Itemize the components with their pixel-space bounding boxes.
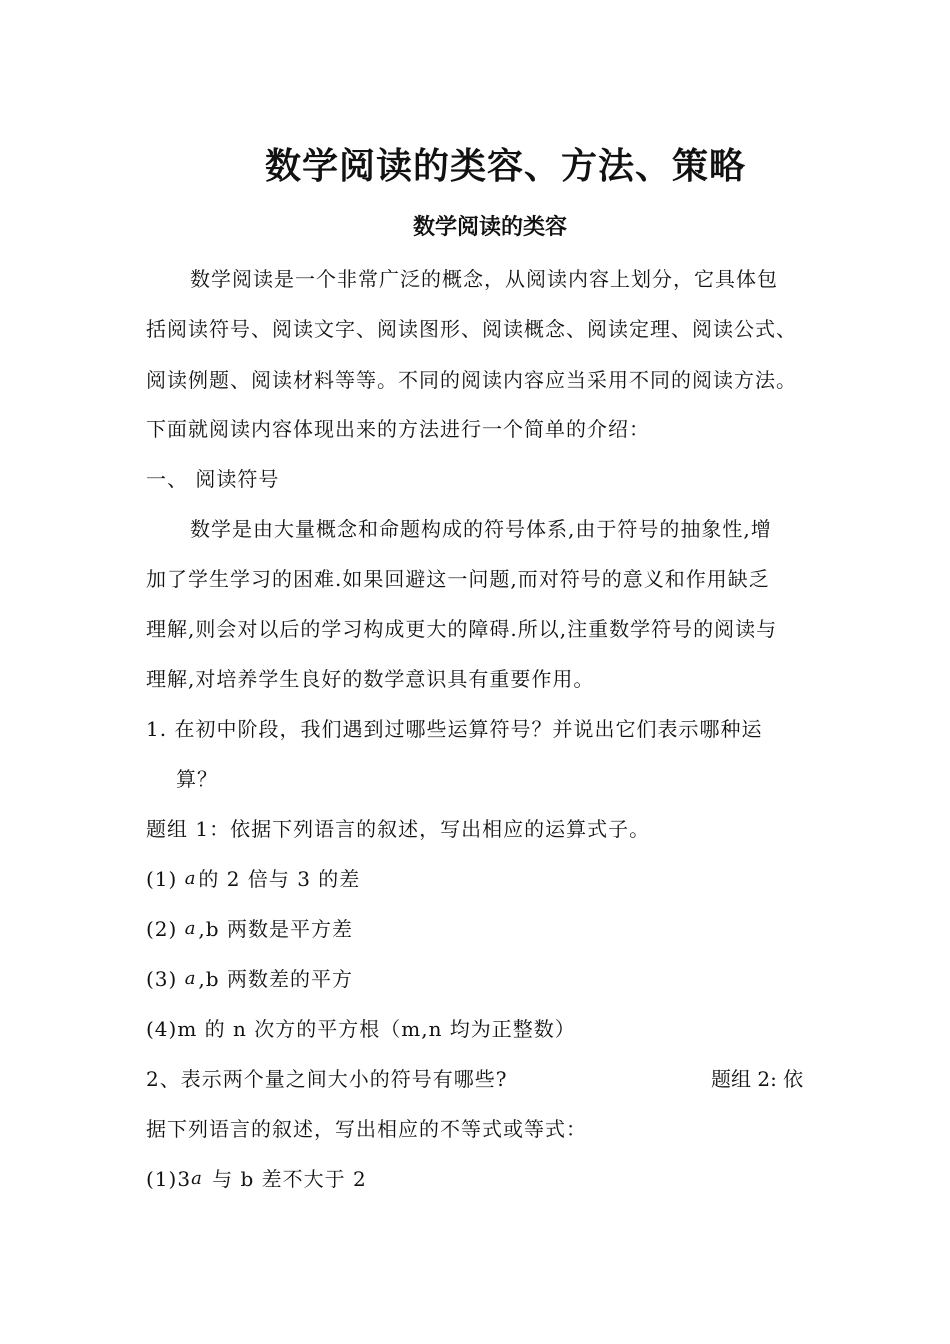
item1-prefix: (1) (146, 867, 185, 891)
item2-prefix: (2) (146, 917, 185, 941)
item3-prefix: (3) (146, 967, 185, 991)
group1-label: 题组 1：依据下列语言的叙述，写出相应的运算式子。 (146, 817, 651, 841)
group1-item2 (146, 913, 353, 942)
item5-text: 与 b 差不大于 2 (204, 1167, 367, 1191)
variable-a: a (184, 868, 197, 889)
paragraph1-line3: 阅读例题、阅读材料等等。不同的阅读内容应当采用不同的阅读方法。 (146, 368, 797, 392)
section1-heading: 一、 阅读符号 (146, 467, 280, 491)
question1-line1: 1. 在初中阶段，我们遇到过哪些运算符号？并说出它们表示哪种运 (146, 717, 763, 741)
paragraph2-line3: 理解,则会对以后的学习构成更大的障碍.所以,注重数学符号的阅读与 (146, 617, 778, 641)
group2-label-part2: 据下列语言的叙述，写出相应的不等式或等式： (146, 1117, 587, 1141)
variable-a: a (191, 1168, 203, 1189)
paragraph2-line2: 加了学生学习的困难.如果回避这一问题,而对符号的意义和作用缺乏 (146, 567, 770, 591)
paragraph1-line2: 括阅读符号、阅读文字、阅读图形、阅读概念、阅读定理、阅读公式、 (146, 317, 797, 341)
variable-a: a (184, 918, 197, 939)
variable-a: a (184, 968, 197, 989)
item2-text: ,b 两数是平方差 (198, 917, 353, 941)
group1-item1 (146, 863, 360, 892)
paragraph1-line1: 数学阅读是一个非常广泛的概念，从阅读内容上划分，它具体包 (190, 267, 778, 291)
group1-item4: (4)m 的 n 次方的平方根（m,n 均为正整数） (146, 1017, 576, 1041)
question1-line2: 算？ (176, 767, 218, 791)
group2-label-part1: 题组 2: 依 (711, 1067, 804, 1091)
document-title: 数学阅读的类容、方法、策略 (265, 145, 747, 187)
paragraph2-line4: 理解,对培养学生良好的数学意识具有重要作用。 (146, 667, 595, 691)
item3-text: ,b 两数差的平方 (198, 967, 353, 991)
paragraph2-line1: 数学是由大量概念和命题构成的符号体系,由于符号的抽象性,增 (190, 517, 772, 541)
item1-text: 的 2 倍与 3 的差 (198, 867, 361, 891)
group2-item1 (146, 1163, 367, 1192)
paragraph1-line4: 下面就阅读内容体现出来的方法进行一个简单的介绍： (146, 417, 650, 441)
item5-prefix: (1)3 (146, 1167, 192, 1191)
question2: 2、表示两个量之间大小的符号有哪些? (146, 1067, 508, 1091)
section-title: 数学阅读的类容 (413, 214, 568, 240)
group1-item3 (146, 963, 353, 992)
